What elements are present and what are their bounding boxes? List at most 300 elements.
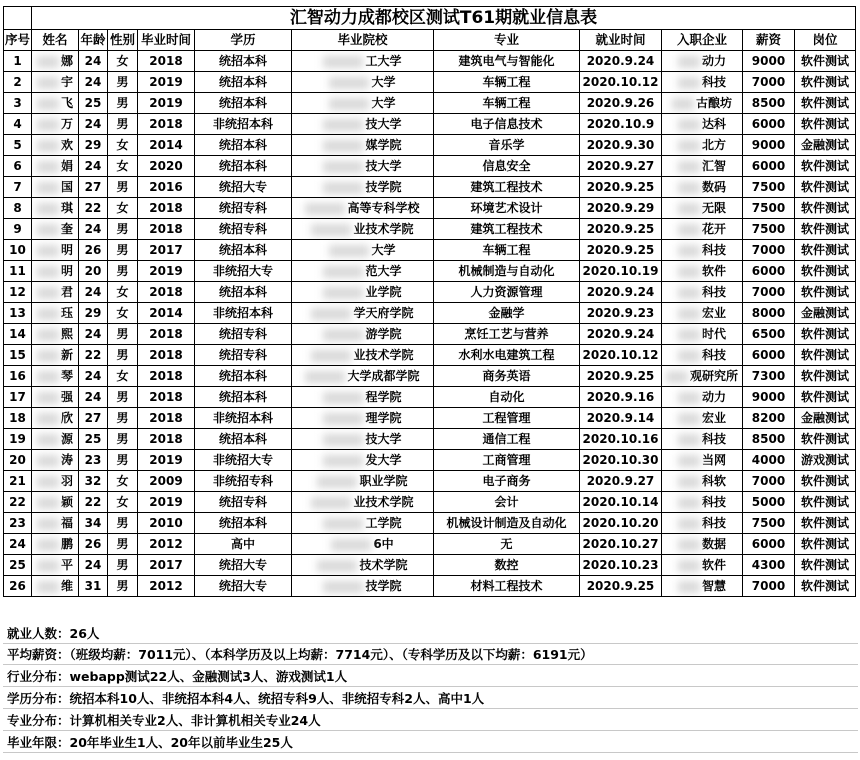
cell-major: 建筑电气与智能化 xyxy=(434,51,580,72)
cell-date: 2020.9.26 xyxy=(580,93,662,114)
redaction-mask xyxy=(678,497,700,509)
cell-grad: 2012 xyxy=(138,576,195,597)
cell-major: 材料工程技术 xyxy=(434,576,580,597)
table-row xyxy=(4,240,856,261)
redaction-mask xyxy=(37,434,59,446)
cell-text: 科技 xyxy=(701,516,726,530)
header-cell: 性别 xyxy=(108,30,138,51)
cell-school xyxy=(292,450,434,471)
cell-text: 娜 xyxy=(60,54,73,68)
cell-school xyxy=(292,366,434,387)
redaction-mask xyxy=(311,497,351,509)
cell-age: 24 xyxy=(79,387,108,408)
table-row xyxy=(4,366,856,387)
redaction-mask xyxy=(37,560,59,572)
redaction-mask xyxy=(37,371,59,383)
cell-edu: 统招本科 xyxy=(195,51,292,72)
cell-school xyxy=(292,576,434,597)
table-row xyxy=(4,135,856,156)
redaction-mask xyxy=(37,308,59,320)
cell-school xyxy=(292,408,434,429)
cell-school xyxy=(292,471,434,492)
cell-school xyxy=(292,72,434,93)
cell-school xyxy=(292,282,434,303)
table-row xyxy=(4,156,856,177)
cell-sex: 女 xyxy=(108,51,138,72)
table-row xyxy=(4,261,856,282)
cell-no: 21 xyxy=(4,471,32,492)
cell-age: 27 xyxy=(79,177,108,198)
cell-salary: 7000 xyxy=(743,576,795,597)
cell-date: 2020.9.23 xyxy=(580,303,662,324)
cell-text: 涛 xyxy=(60,453,73,467)
cell-grad: 2019 xyxy=(138,93,195,114)
cell-salary: 7000 xyxy=(743,240,795,261)
cell-text: 国 xyxy=(60,180,73,194)
redaction-mask xyxy=(37,413,59,425)
redaction-mask xyxy=(678,245,700,257)
cell-age: 24 xyxy=(79,114,108,135)
cell-edu: 统招专科 xyxy=(195,492,292,513)
summary-years: 毕业年限：20年毕业生1人、20年以前毕业生25人 xyxy=(3,732,858,753)
cell-salary: 6000 xyxy=(743,156,795,177)
cell-grad: 2020 xyxy=(138,156,195,177)
title-corner xyxy=(4,7,32,30)
cell-name xyxy=(32,303,79,324)
table-row xyxy=(4,345,856,366)
cell-no: 5 xyxy=(4,135,32,156)
cell-sex: 男 xyxy=(108,261,138,282)
cell-text: 古酿坊 xyxy=(695,96,732,110)
cell-grad: 2014 xyxy=(138,303,195,324)
table-row xyxy=(4,450,856,471)
cell-salary: 7000 xyxy=(743,471,795,492)
cell-text: 技大学 xyxy=(365,159,402,173)
cell-salary: 7300 xyxy=(743,366,795,387)
cell-company xyxy=(662,534,743,555)
cell-job: 软件测试 xyxy=(795,282,856,303)
header-cell: 年龄 xyxy=(79,30,108,51)
cell-name xyxy=(32,93,79,114)
cell-name xyxy=(32,219,79,240)
cell-age: 29 xyxy=(79,135,108,156)
cell-text: 理学院 xyxy=(365,411,402,425)
cell-edu: 统招专科 xyxy=(195,219,292,240)
summary-major: 专业分布：计算机相关专业2人、非计算机相关专业24人 xyxy=(3,710,858,731)
cell-text: 大学 xyxy=(371,96,396,110)
redaction-mask xyxy=(37,119,59,131)
cell-grad: 2018 xyxy=(138,345,195,366)
cell-sex: 男 xyxy=(108,240,138,261)
cell-text: 飞 xyxy=(60,96,73,110)
cell-text: 科技 xyxy=(701,243,726,257)
cell-salary: 9000 xyxy=(743,387,795,408)
cell-name xyxy=(32,576,79,597)
cell-date: 2020.9.29 xyxy=(580,198,662,219)
cell-date: 2020.9.24 xyxy=(580,282,662,303)
cell-edu: 统招专科 xyxy=(195,198,292,219)
cell-grad: 2019 xyxy=(138,261,195,282)
cell-major: 环境艺术设计 xyxy=(434,198,580,219)
table-row xyxy=(4,324,856,345)
redaction-mask xyxy=(37,455,59,467)
cell-job: 软件测试 xyxy=(795,177,856,198)
cell-name xyxy=(32,450,79,471)
cell-date: 2020.9.24 xyxy=(580,51,662,72)
cell-job: 软件测试 xyxy=(795,576,856,597)
cell-school xyxy=(292,387,434,408)
cell-school xyxy=(292,492,434,513)
cell-edu: 非统招大专 xyxy=(195,450,292,471)
summary-education: 学历分布：统招本科10人、非统招本科4人、统招专科9人、非统招专科2人、高中1人 xyxy=(3,688,858,709)
cell-salary: 9000 xyxy=(743,135,795,156)
cell-text: 工学院 xyxy=(365,516,402,530)
cell-sex: 男 xyxy=(108,576,138,597)
redaction-mask xyxy=(37,329,59,341)
cell-date: 2020.9.30 xyxy=(580,135,662,156)
cell-name xyxy=(32,135,79,156)
cell-major: 机械设计制造及自动化 xyxy=(434,513,580,534)
cell-sex: 女 xyxy=(108,198,138,219)
redaction-mask xyxy=(678,434,700,446)
cell-no: 12 xyxy=(4,282,32,303)
cell-text: 欢 xyxy=(60,138,73,152)
cell-edu: 统招本科 xyxy=(195,156,292,177)
cell-grad: 2018 xyxy=(138,114,195,135)
cell-job: 软件测试 xyxy=(795,492,856,513)
cell-sex: 女 xyxy=(108,135,138,156)
cell-job: 软件测试 xyxy=(795,345,856,366)
cell-text: 动力 xyxy=(701,390,726,404)
cell-grad: 2018 xyxy=(138,219,195,240)
cell-sex: 男 xyxy=(108,450,138,471)
cell-text: 业技术学院 xyxy=(353,348,414,362)
cell-company xyxy=(662,387,743,408)
table-row xyxy=(4,408,856,429)
cell-text: 观研究所 xyxy=(689,369,738,383)
redaction-mask xyxy=(323,161,363,173)
table-title: 汇智动力成都校区测试T61期就业信息表 xyxy=(32,7,856,30)
cell-text: 软件 xyxy=(701,558,726,572)
cell-age: 26 xyxy=(79,534,108,555)
redaction-mask xyxy=(672,98,694,110)
table-row xyxy=(4,534,856,555)
header-cell: 学历 xyxy=(195,30,292,51)
cell-no: 22 xyxy=(4,492,32,513)
cell-grad: 2017 xyxy=(138,555,195,576)
cell-text: 游学院 xyxy=(365,327,402,341)
cell-name xyxy=(32,72,79,93)
redaction-mask xyxy=(37,350,59,362)
cell-school xyxy=(292,534,434,555)
cell-sex: 男 xyxy=(108,93,138,114)
cell-name xyxy=(32,408,79,429)
cell-school xyxy=(292,219,434,240)
cell-salary: 5000 xyxy=(743,492,795,513)
cell-no: 9 xyxy=(4,219,32,240)
cell-edu: 统招大专 xyxy=(195,177,292,198)
cell-text: 强 xyxy=(60,390,73,404)
cell-text: 无限 xyxy=(701,201,726,215)
cell-major: 车辆工程 xyxy=(434,93,580,114)
cell-sex: 男 xyxy=(108,408,138,429)
cell-school xyxy=(292,429,434,450)
cell-salary: 4000 xyxy=(743,450,795,471)
cell-sex: 女 xyxy=(108,492,138,513)
cell-company xyxy=(662,135,743,156)
cell-text: 奎 xyxy=(60,222,73,236)
redaction-mask xyxy=(678,182,700,194)
redaction-mask xyxy=(678,119,700,131)
cell-text: 汇智 xyxy=(701,159,726,173)
cell-no: 8 xyxy=(4,198,32,219)
cell-text: 业学院 xyxy=(365,285,402,299)
cell-job: 软件测试 xyxy=(795,51,856,72)
cell-text: 鹏 xyxy=(60,537,73,551)
cell-school xyxy=(292,93,434,114)
redaction-mask xyxy=(678,392,700,404)
cell-major: 信息安全 xyxy=(434,156,580,177)
cell-text: 福 xyxy=(60,516,73,530)
table-row xyxy=(4,198,856,219)
cell-job: 软件测试 xyxy=(795,72,856,93)
cell-text: 宏业 xyxy=(701,411,726,425)
cell-sex: 女 xyxy=(108,366,138,387)
cell-sex: 男 xyxy=(108,513,138,534)
cell-company xyxy=(662,576,743,597)
cell-sex: 男 xyxy=(108,534,138,555)
cell-job: 软件测试 xyxy=(795,156,856,177)
redaction-mask xyxy=(323,266,363,278)
redaction-mask xyxy=(331,539,371,551)
cell-company xyxy=(662,366,743,387)
cell-major: 无 xyxy=(434,534,580,555)
cell-salary: 6500 xyxy=(743,324,795,345)
redaction-mask xyxy=(323,434,363,446)
redaction-mask xyxy=(678,539,700,551)
cell-company xyxy=(662,408,743,429)
cell-edu: 统招专科 xyxy=(195,324,292,345)
redaction-mask xyxy=(323,182,363,194)
cell-company xyxy=(662,555,743,576)
cell-text: 技大学 xyxy=(365,432,402,446)
cell-age: 22 xyxy=(79,198,108,219)
cell-edu: 统招本科 xyxy=(195,513,292,534)
header-cell: 毕业院校 xyxy=(292,30,434,51)
cell-no: 26 xyxy=(4,576,32,597)
redaction-mask xyxy=(678,518,700,530)
cell-company xyxy=(662,282,743,303)
cell-sex: 男 xyxy=(108,324,138,345)
cell-text: 维 xyxy=(60,579,73,593)
cell-name xyxy=(32,114,79,135)
cell-age: 24 xyxy=(79,156,108,177)
cell-age: 22 xyxy=(79,492,108,513)
cell-salary: 8200 xyxy=(743,408,795,429)
cell-sex: 女 xyxy=(108,156,138,177)
redaction-mask xyxy=(323,455,363,467)
cell-text: 数码 xyxy=(701,180,726,194)
cell-age: 27 xyxy=(79,408,108,429)
cell-salary: 7500 xyxy=(743,513,795,534)
cell-major: 会计 xyxy=(434,492,580,513)
cell-age: 25 xyxy=(79,429,108,450)
cell-school xyxy=(292,261,434,282)
cell-job: 软件测试 xyxy=(795,429,856,450)
cell-text: 科技 xyxy=(701,348,726,362)
cell-company xyxy=(662,156,743,177)
cell-name xyxy=(32,429,79,450)
cell-date: 2020.9.25 xyxy=(580,240,662,261)
cell-date: 2020.10.27 xyxy=(580,534,662,555)
cell-major: 人力资源管理 xyxy=(434,282,580,303)
cell-no: 16 xyxy=(4,366,32,387)
cell-date: 2020.10.12 xyxy=(580,345,662,366)
cell-major: 金融学 xyxy=(434,303,580,324)
header-cell: 入职企业 xyxy=(662,30,743,51)
cell-no: 4 xyxy=(4,114,32,135)
cell-age: 34 xyxy=(79,513,108,534)
redaction-mask xyxy=(305,371,345,383)
header-cell: 姓名 xyxy=(32,30,79,51)
cell-major: 烹饪工艺与营养 xyxy=(434,324,580,345)
cell-company xyxy=(662,261,743,282)
cell-company xyxy=(662,93,743,114)
cell-text: 颖 xyxy=(60,495,73,509)
redaction-mask xyxy=(323,329,363,341)
cell-age: 23 xyxy=(79,450,108,471)
cell-date: 2020.9.27 xyxy=(580,156,662,177)
cell-job: 游戏测试 xyxy=(795,450,856,471)
cell-grad: 2018 xyxy=(138,51,195,72)
redaction-mask xyxy=(678,329,700,341)
redaction-mask xyxy=(37,476,59,488)
cell-grad: 2009 xyxy=(138,471,195,492)
redaction-mask xyxy=(305,203,345,215)
cell-sex: 女 xyxy=(108,471,138,492)
summary-count: 就业人数：26人 xyxy=(3,623,858,644)
redaction-mask xyxy=(678,203,700,215)
redaction-mask xyxy=(37,203,59,215)
cell-no: 3 xyxy=(4,93,32,114)
redaction-mask xyxy=(323,119,363,131)
table-row xyxy=(4,282,856,303)
cell-name xyxy=(32,387,79,408)
cell-company xyxy=(662,450,743,471)
table-row xyxy=(4,177,856,198)
cell-text: 宏业 xyxy=(701,306,726,320)
cell-text: 明 xyxy=(60,264,73,278)
cell-date: 2020.9.25 xyxy=(580,366,662,387)
redaction-mask xyxy=(311,350,351,362)
cell-no: 23 xyxy=(4,513,32,534)
cell-major: 数控 xyxy=(434,555,580,576)
cell-date: 2020.10.23 xyxy=(580,555,662,576)
cell-company xyxy=(662,324,743,345)
cell-no: 17 xyxy=(4,387,32,408)
cell-date: 2020.9.16 xyxy=(580,387,662,408)
cell-major: 通信工程 xyxy=(434,429,580,450)
cell-text: 6中 xyxy=(373,537,394,551)
cell-date: 2020.10.16 xyxy=(580,429,662,450)
redaction-mask xyxy=(666,371,688,383)
redaction-mask xyxy=(323,413,363,425)
cell-salary: 7000 xyxy=(743,282,795,303)
cell-text: 琴 xyxy=(60,369,73,383)
cell-salary: 8500 xyxy=(743,429,795,450)
cell-company xyxy=(662,240,743,261)
header-cell: 序号 xyxy=(4,30,32,51)
cell-grad: 2017 xyxy=(138,240,195,261)
redaction-mask xyxy=(323,518,363,530)
redaction-mask xyxy=(678,308,700,320)
cell-text: 高等专科学校 xyxy=(347,201,420,215)
cell-job: 软件测试 xyxy=(795,93,856,114)
cell-job: 软件测试 xyxy=(795,555,856,576)
redaction-mask xyxy=(678,161,700,173)
cell-name xyxy=(32,345,79,366)
cell-text: 源 xyxy=(60,432,73,446)
cell-age: 22 xyxy=(79,345,108,366)
cell-age: 26 xyxy=(79,240,108,261)
cell-name xyxy=(32,282,79,303)
cell-text: 大学 xyxy=(371,75,396,89)
cell-text: 范大学 xyxy=(365,264,402,278)
cell-school xyxy=(292,198,434,219)
cell-text: 科软 xyxy=(701,474,726,488)
redaction-mask xyxy=(329,245,369,257)
cell-salary: 6000 xyxy=(743,534,795,555)
cell-text: 万 xyxy=(60,117,73,131)
cell-text: 科技 xyxy=(701,285,726,299)
cell-major: 电子信息技术 xyxy=(434,114,580,135)
cell-name xyxy=(32,51,79,72)
cell-edu: 统招专科 xyxy=(195,345,292,366)
cell-sex: 男 xyxy=(108,429,138,450)
redaction-mask xyxy=(323,392,363,404)
cell-date: 2020.9.24 xyxy=(580,324,662,345)
cell-no: 25 xyxy=(4,555,32,576)
cell-company xyxy=(662,72,743,93)
header-cell: 薪资 xyxy=(743,30,795,51)
cell-text: 娟 xyxy=(60,159,73,173)
cell-company xyxy=(662,513,743,534)
cell-age: 24 xyxy=(79,555,108,576)
cell-grad: 2018 xyxy=(138,282,195,303)
cell-name xyxy=(32,240,79,261)
header-cell: 毕业时间 xyxy=(138,30,195,51)
redaction-mask xyxy=(323,581,363,593)
cell-text: 程学院 xyxy=(365,390,402,404)
cell-text: 大学成都学院 xyxy=(347,369,420,383)
cell-grad: 2014 xyxy=(138,135,195,156)
cell-text: 职业学院 xyxy=(359,474,408,488)
cell-grad: 2019 xyxy=(138,72,195,93)
cell-no: 11 xyxy=(4,261,32,282)
cell-text: 学天府学院 xyxy=(353,306,414,320)
cell-salary: 6000 xyxy=(743,114,795,135)
cell-job: 软件测试 xyxy=(795,471,856,492)
redaction-mask xyxy=(323,140,363,152)
cell-edu: 非统招本科 xyxy=(195,114,292,135)
cell-school xyxy=(292,51,434,72)
cell-text: 业技术学院 xyxy=(353,495,414,509)
redaction-mask xyxy=(678,224,700,236)
cell-date: 2020.10.19 xyxy=(580,261,662,282)
cell-job: 软件测试 xyxy=(795,324,856,345)
cell-text: 珏 xyxy=(60,306,73,320)
cell-company xyxy=(662,429,743,450)
